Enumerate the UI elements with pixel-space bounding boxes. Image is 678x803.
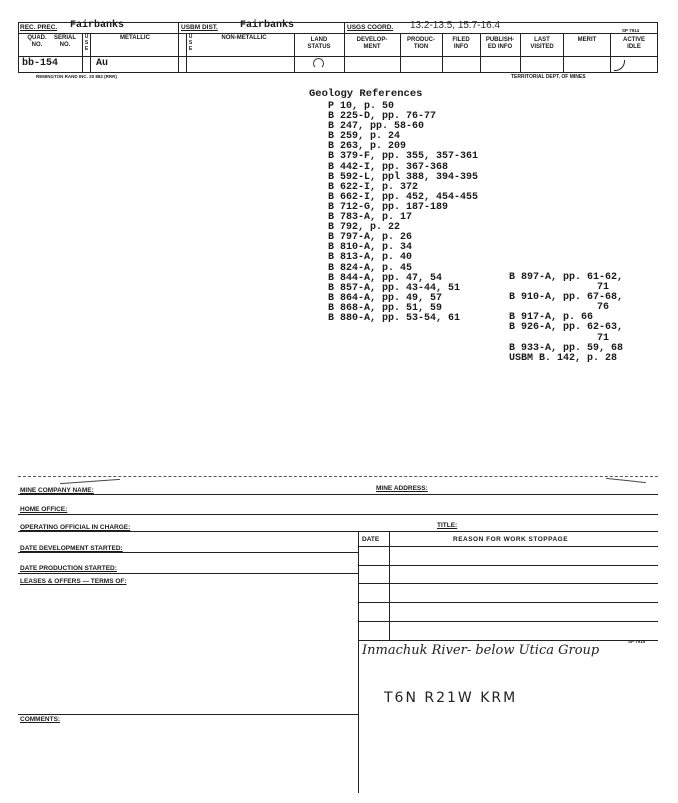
reference-item: P 10, p. 50 [328,101,395,112]
leases-offers-label: LEASES & OFFERS — TERMS OF: [20,578,127,585]
reference-item: 71 [597,332,610,344]
reference-item: B 844-A, pp. 47, 54 [328,272,443,284]
reference-item: B 662-I, pp. 452, 454-455 [328,191,479,203]
usbm-dist-value: Fairbanks [240,20,295,31]
references-left-list [328,102,478,324]
quad-no-label: NO. [31,42,43,48]
quad-value: bb-154 [22,58,59,69]
reference-item: B 712-G, pp. 187-189 [328,201,449,213]
form-number-2: SP 7915 [628,639,646,644]
mine-company-name-label: MINE COMPANY NAME: [20,487,94,494]
land-status-label: LAND STATUS [307,37,331,50]
department-text: TERRITORIAL DEPT. OF MINES [511,74,586,80]
serial-no-label: NO. [59,42,71,48]
metallic-value: Au [96,58,109,69]
operating-official-label: OPERATING OFFICIAL IN CHARGE: [20,524,131,531]
date-development-started-label: DATE DEVELOPMENT STARTED: [20,545,123,552]
reference-item: 76 [597,302,610,314]
metallic-label: METALLIC [120,35,150,41]
reference-item: B 225-D, pp. 76-77 [328,111,437,123]
usbm-dist-label: USBM DIST. [181,24,218,31]
use-nonmetallic-label: U S E [188,34,193,52]
form-number: SP 7914 [622,28,640,33]
mine-address-label: MINE ADDRESS: [376,485,428,492]
handwritten-location-note: Inmachuk River- below Utica Group [362,643,600,658]
reference-item: B 247, pp. 58-60 [328,121,425,133]
reference-item: B 810-A, p. 34 [328,242,413,254]
reference-item: B 897-A, pp. 61-62, [509,272,624,283]
filed-info-label: FILED INFO [452,37,470,50]
last-visited-label: LAST VISITED [530,37,554,50]
use-metallic-label: U S E [84,34,89,52]
date-production-started-label: DATE PRODUCTION STARTED: [20,565,117,572]
handwritten-township-note: T6N R21W KRM [384,690,518,706]
reference-item: B 592-L, ppl 388, 394-395 [328,171,479,183]
rec-prec-value: Fairbanks [70,20,125,31]
reference-item: B 917-A, p. 66 [509,312,594,324]
merit-label: MERIT [577,37,597,43]
active-idle-label: ACTIVE IDLE [622,37,645,50]
reference-item: B 926-A, pp. 62-63, [509,322,624,334]
reference-item: B 783-A, p. 17 [328,212,413,224]
active-idle-mark-icon [614,60,625,71]
reference-item: B 864-A, pp. 49, 57 [328,292,443,304]
date-column-header: DATE [362,536,380,543]
reference-item: B 880-A, pp. 53-54, 61 [328,312,461,324]
reference-item: B 797-A, p. 26 [328,232,413,244]
reference-item: B 824-A, p. 45 [328,262,413,274]
reference-item: B 792, p. 22 [328,222,401,234]
printer-text: REMINGTON RAND INC. 20 882 (RRR) [36,74,117,79]
nonmetallic-label: NON-METALLIC [221,35,267,41]
quad-label: QUAD. [27,35,47,41]
home-office-label: HOME OFFICE: [20,506,68,513]
reference-item: B 813-A, p. 40 [328,252,413,264]
reference-item: B 263, p. 209 [328,141,407,153]
reference-item: B 857-A, pp. 43-44, 51 [328,282,461,294]
reference-item: B 259, p. 24 [328,131,401,143]
reference-item: B 379-F, pp. 355, 357-361 [328,151,479,163]
published-info-label: PUBLISH- ED INFO [485,37,515,50]
title-label: TITLE: [437,522,458,529]
reference-item: B 622-I, p. 372 [328,181,419,193]
reason-column-header: REASON FOR WORK STOPPAGE [453,536,569,543]
references-title: Geology References [309,88,423,100]
serial-label: SERIAL [53,35,76,41]
reference-item: USBM B. 142, p. 28 [509,352,618,364]
comments-label: COMMENTS: [20,716,61,723]
reference-item: B 868-A, pp. 51, 59 [328,302,443,314]
reference-item: 71 [597,282,610,294]
reference-item: B 933-A, pp. 59, 68 [509,342,624,354]
usgs-coord-value: 13.2-13.5, 15.7-16.4 [410,20,501,31]
rec-prec-label: REC. PREC. [20,24,58,31]
usgs-coord-label: USGS COORD. [347,24,394,31]
reference-item: B 910-A, pp. 67-68, [509,292,624,304]
land-status-mark-icon [313,58,324,69]
references-right-list [509,273,623,364]
production-label: PRODUC- TION [407,37,435,50]
reference-item: B 442-I, pp. 367-368 [328,161,449,173]
development-label: DEVELOP- MENT [356,37,388,50]
